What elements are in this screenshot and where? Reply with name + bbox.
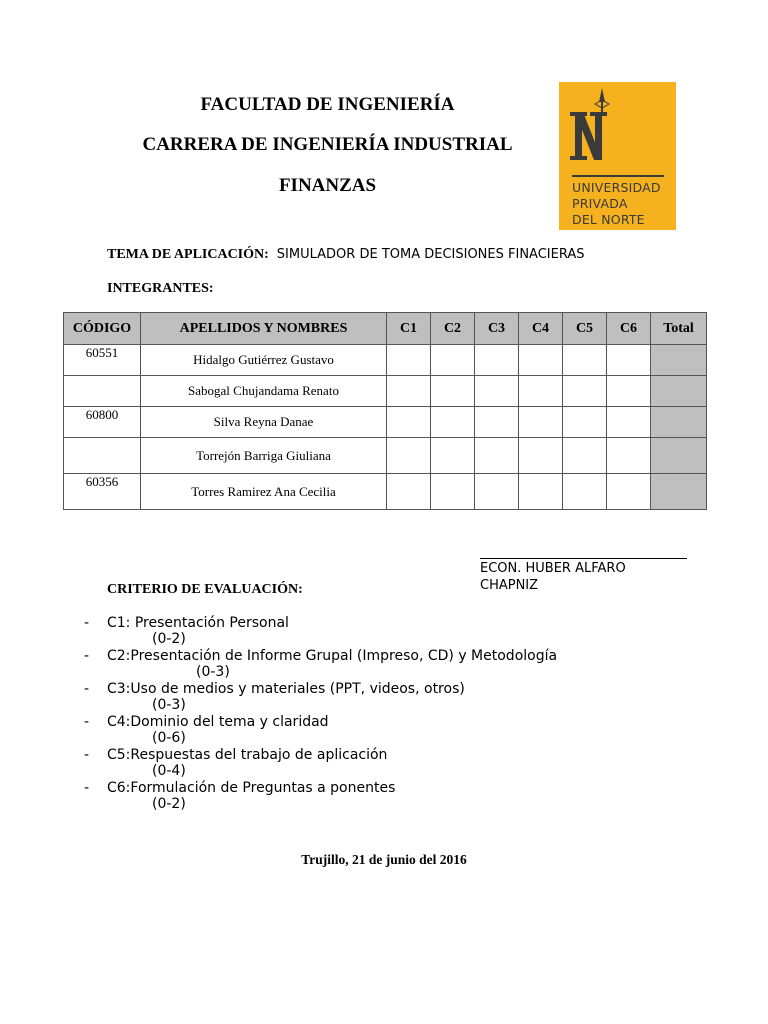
grades-table	[63, 312, 707, 510]
cell-c1[interactable]	[387, 345, 431, 376]
row-name: Sabogal Chujandama Renato	[141, 376, 387, 407]
criteria-text: C1: Presentación Personal	[107, 615, 289, 631]
header-c3: C3	[475, 313, 519, 345]
criteria-title: CRITERIO DE EVALUACIÓN:	[107, 582, 303, 597]
logo-text-universidad: UNIVERSIDAD	[572, 180, 661, 195]
cell-total[interactable]	[651, 438, 707, 474]
header-c1: C1	[387, 313, 431, 345]
cell-c2[interactable]	[431, 376, 475, 407]
cell-c3[interactable]	[475, 376, 519, 407]
row-code: 60356	[64, 474, 141, 510]
header-c2: C2	[431, 313, 475, 345]
cell-total[interactable]	[651, 376, 707, 407]
criteria-range: (0-3)	[152, 697, 186, 713]
cell-c5[interactable]	[563, 407, 607, 438]
cell-c5[interactable]	[563, 438, 607, 474]
cell-c4[interactable]	[519, 474, 563, 510]
cell-total[interactable]	[651, 474, 707, 510]
row-name: Torres Ramirez Ana Cecilia	[141, 474, 387, 510]
table-row	[64, 438, 707, 474]
signature-name: ECON. HUBER ALFARO CHAPNIZ	[480, 561, 626, 593]
row-code	[64, 376, 141, 407]
criteria-text: C5:Respuestas del trabajo de aplicación	[107, 747, 388, 763]
header-c4: C4	[519, 313, 563, 345]
criteria-range: (0-3)	[196, 664, 230, 680]
header-total: Total	[651, 313, 707, 345]
cell-c3[interactable]	[475, 474, 519, 510]
cell-c4[interactable]	[519, 376, 563, 407]
cell-c6[interactable]	[607, 438, 651, 474]
bullet-dash: -	[84, 714, 90, 730]
cell-c1[interactable]	[387, 407, 431, 438]
topic-label: TEMA DE APLICACIÓN:	[107, 247, 269, 262]
row-name: Silva Reyna Danae	[141, 407, 387, 438]
table-header-row	[64, 313, 707, 345]
bullet-dash: -	[84, 780, 90, 796]
header-codigo: CÓDIGO	[64, 313, 141, 345]
course-title: FINANZAS	[278, 175, 377, 196]
cell-total[interactable]	[651, 345, 707, 376]
cell-c6[interactable]	[607, 376, 651, 407]
table-row	[64, 407, 707, 438]
career-title: CARRERA DE INGENIERÍA INDUSTRIAL	[142, 134, 513, 155]
header-c6: C6	[607, 313, 651, 345]
cell-total[interactable]	[651, 407, 707, 438]
cell-c5[interactable]	[563, 345, 607, 376]
bullet-dash: -	[84, 747, 90, 763]
logo-divider	[572, 175, 664, 177]
row-name: Hidalgo Gutiérrez Gustavo	[141, 345, 387, 376]
criteria-range: (0-4)	[152, 763, 186, 779]
row-code: 60551	[64, 345, 141, 376]
signature-line	[480, 558, 687, 559]
table-row	[64, 376, 707, 407]
cell-c6[interactable]	[607, 345, 651, 376]
logo-text-del-norte: DEL NORTE	[572, 212, 645, 227]
cell-c6[interactable]	[607, 474, 651, 510]
header-c5: C5	[563, 313, 607, 345]
cell-c5[interactable]	[563, 474, 607, 510]
cell-c2[interactable]	[431, 474, 475, 510]
cell-c4[interactable]	[519, 407, 563, 438]
members-row	[107, 281, 214, 297]
cell-c1[interactable]	[387, 438, 431, 474]
bullet-dash: -	[84, 648, 90, 664]
topic-row	[107, 247, 584, 263]
date-location: Trujillo, 21 de junio del 2016	[301, 852, 467, 867]
cell-c2[interactable]	[431, 407, 475, 438]
table-row	[64, 345, 707, 376]
row-code	[64, 438, 141, 474]
members-label: INTEGRANTES:	[107, 281, 214, 296]
cell-c3[interactable]	[475, 345, 519, 376]
criteria-range: (0-6)	[152, 730, 186, 746]
row-name: Torrejón Barriga Giuliana	[141, 438, 387, 474]
criteria-range: (0-2)	[152, 796, 186, 812]
cell-c4[interactable]	[519, 345, 563, 376]
criteria-text: C4:Dominio del tema y claridad	[107, 714, 329, 730]
bullet-dash: -	[84, 681, 90, 697]
criteria-text: C6:Formulación de Preguntas a ponentes	[107, 780, 396, 796]
criteria-text: C3:Uso de medios y materiales (PPT, videos, otros)	[107, 681, 465, 697]
cell-c4[interactable]	[519, 438, 563, 474]
cell-c5[interactable]	[563, 376, 607, 407]
row-code: 60800	[64, 407, 141, 438]
faculty-title: FACULTAD DE INGENIERÍA	[200, 94, 455, 115]
topic-value: SIMULADOR DE TOMA DECISIONES FINACIERAS	[276, 247, 585, 262]
cell-c2[interactable]	[431, 345, 475, 376]
cell-c1[interactable]	[387, 474, 431, 510]
criteria-text: C2:Presentación de Informe Grupal (Impreso, CD) y Metodología	[107, 648, 558, 664]
cell-c3[interactable]	[475, 438, 519, 474]
header-apellidos: APELLIDOS Y NOMBRES	[141, 313, 387, 345]
bullet-dash: -	[84, 615, 90, 631]
logo-text-privada: PRIVADA	[572, 196, 628, 211]
cell-c3[interactable]	[475, 407, 519, 438]
cell-c6[interactable]	[607, 407, 651, 438]
table-row	[64, 474, 707, 510]
cell-c1[interactable]	[387, 376, 431, 407]
cell-c2[interactable]	[431, 438, 475, 474]
criteria-range: (0-2)	[152, 631, 186, 647]
